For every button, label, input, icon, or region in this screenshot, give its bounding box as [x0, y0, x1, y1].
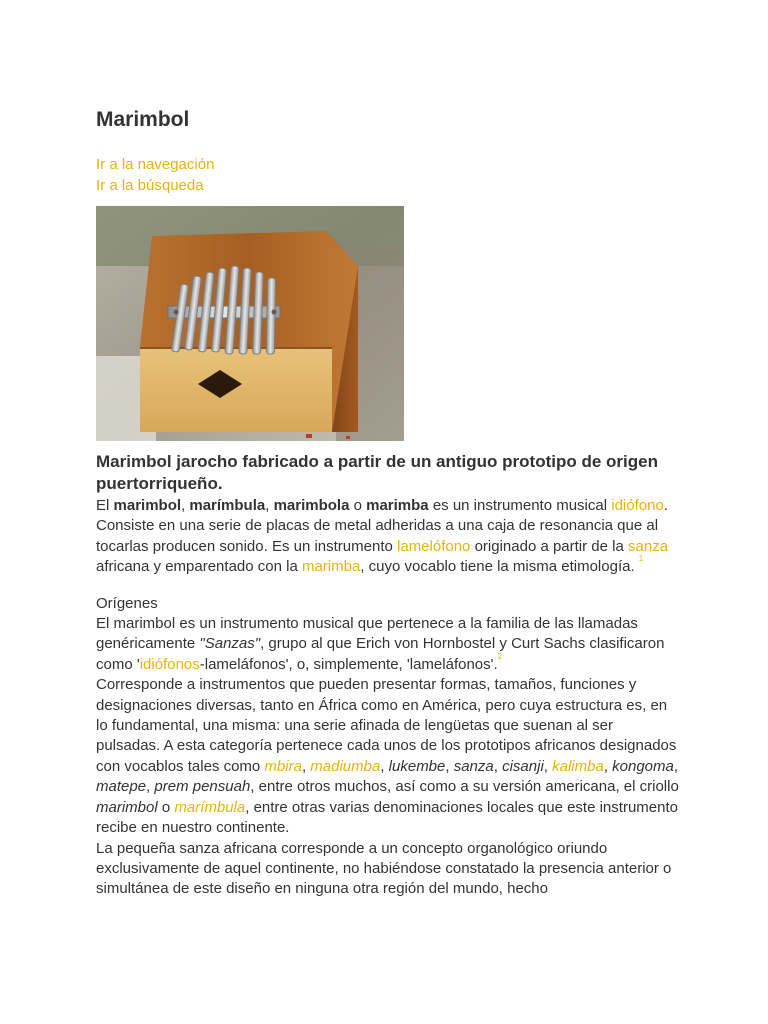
origins-paragraph: El marimbol es un instrumento musical que pertenece a la familia de las llamadas genéricamente "Sanzas", grupo al que Erich von Hornbostel y Curt Sachs clasificaron como 'idiófonos-lameláfonos', o, simplemente, 'lameláfonos'.$^2$ [96, 615, 665, 673]
article-body [96, 496, 681, 900]
link-madiumba[interactable]: madiumba [310, 757, 381, 775]
link-idiofonos[interactable]: idiófonos [139, 655, 200, 673]
link-marimba[interactable]: marimba [301, 558, 361, 576]
page-title: Marimbol [96, 108, 190, 131]
reference-1[interactable]: 1 [638, 554, 644, 564]
link-idiofono[interactable]: idiófono [611, 497, 664, 514]
link-lamelofono[interactable]: lamelófono [397, 537, 471, 555]
link-sanza[interactable]: sanza [628, 537, 669, 555]
section-heading-origenes: Orígenes [96, 594, 158, 612]
skip-to-search-link[interactable]: Ir a la búsqueda [96, 176, 204, 194]
image-caption: Marimbol jarocho fabricado a partir de un antiguo prototipo de origen puertorriqueño. [96, 452, 658, 493]
reference-2[interactable]: 2 [497, 651, 503, 661]
link-mbira[interactable]: mbira [264, 757, 302, 775]
link-kalimba[interactable]: kalimba [552, 757, 604, 775]
intro-paragraph: El marimbol, marímbula, marimbola o marimba es un instrumento musical idiófono. Consiste en una serie de placas de metal adheridas a una caja de resonancia que al tocarlas producen sonido. Es un instrumento lamelófono originado a partir de la sanza africana y emparentado con la marimba, cuyo vocablo tiene la misma etimología. $^1$ [96, 497, 669, 576]
marimbol-illustration [96, 206, 404, 441]
sanza-paragraph: La pequeña sanza africana corresponde a un concepto organológico oriundo exclusivamente de aquel continente, no habiéndose constatado la presencia anterior o simultánea de este diseño en ninguna otra región del mundo, hecho [96, 839, 672, 898]
skip-links [96, 155, 214, 196]
link-marimbula[interactable]: marímbula [174, 798, 246, 816]
marimbol-photo [96, 206, 404, 441]
instruments-paragraph: Corresponde a instrumentos que pueden presentar formas, tamaños, funciones y designaciones diversas, tanto en África como en América, pero cuya estructura es, en lo fundamental, una misma: una serie afinada de lengüetas que suenan al ser pulsadas. A esta categoría pertenece cada unos de los prototipos africanos designados con vocablos tales como mbira, madiumba, lukembe, sanza, cisanji, kalimba, kongoma, matepe, prem pensuah, entre otros muchos, así como a su versión americana, el criollo marimbol o marímbula, entre otras varias denominaciones locales que este instrumento recibe en nuestro continente. [96, 676, 679, 837]
skip-to-navigation-link[interactable]: Ir a la navegación [96, 156, 215, 173]
